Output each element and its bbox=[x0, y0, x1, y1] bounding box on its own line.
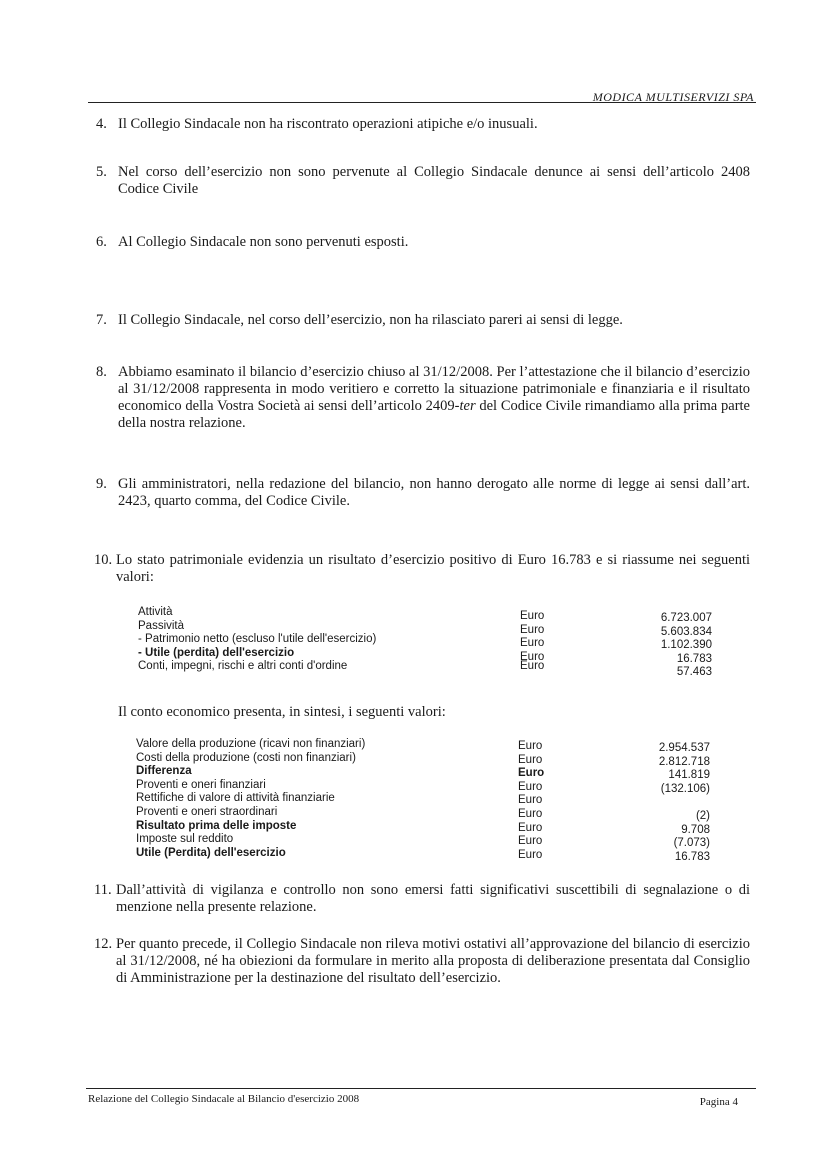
list-item-5 bbox=[96, 164, 750, 198]
table-row bbox=[136, 820, 710, 834]
item-number: 9. bbox=[96, 476, 107, 492]
row-value: 16.783 bbox=[676, 652, 712, 665]
row-value: 2.954.537 bbox=[658, 742, 710, 754]
row-currency: Euro bbox=[518, 753, 543, 766]
header-rule bbox=[88, 102, 756, 103]
row-label: Imposte sul reddito bbox=[136, 833, 234, 846]
row-currency: Euro bbox=[518, 767, 545, 780]
company-header: MODICA MULTISERVIZI SPA bbox=[592, 90, 754, 104]
footer-document-title: Relazione del Collegio Sindacale al Bilancio d'esercizio 2008 bbox=[88, 1093, 360, 1105]
table-row bbox=[136, 833, 710, 850]
row-value: 57.463 bbox=[676, 666, 712, 679]
balance-sheet-table bbox=[138, 606, 712, 679]
item-text bbox=[118, 364, 750, 432]
row-currency: Euro bbox=[520, 650, 545, 663]
item-number: 11. bbox=[94, 882, 112, 898]
item-text: Il Collegio Sindacale, nel corso dell’esercizio, non ha rilasciato pareri ai sensi di legge. bbox=[118, 312, 623, 328]
row-currency: Euro bbox=[518, 848, 543, 861]
list-item-10 bbox=[94, 552, 750, 586]
row-value: 2.812.718 bbox=[658, 755, 710, 768]
footer-rule bbox=[86, 1088, 756, 1089]
row-label: Attività bbox=[138, 606, 173, 618]
table-row bbox=[136, 779, 710, 793]
list-item-6 bbox=[96, 234, 750, 251]
row-label: Proventi e oneri finanziari bbox=[136, 778, 266, 791]
list-item-7 bbox=[96, 312, 750, 329]
page-number: Pagina 4 bbox=[699, 1096, 738, 1108]
row-label: Risultato prima delle imposte bbox=[136, 819, 297, 832]
list-item-9 bbox=[96, 476, 750, 510]
row-value: 5.603.834 bbox=[660, 625, 712, 638]
row-currency: Euro bbox=[518, 835, 543, 848]
item-text-part-b: del Codice Civile rimandiamo alla prima parte della nostra relazione. bbox=[118, 398, 750, 431]
item-number: 6. bbox=[96, 234, 107, 250]
table-row bbox=[138, 619, 712, 638]
row-currency: Euro bbox=[518, 821, 543, 834]
item-text: Lo stato patrimoniale evidenzia un risultato d’esercizio positivo di Euro 16.783 e si riassume nei seguenti valori: bbox=[116, 552, 750, 585]
row-value: 141.819 bbox=[668, 769, 710, 782]
row-value: (7.073) bbox=[673, 837, 710, 850]
row-label: Rettifiche di valore di attività finanziarie bbox=[136, 792, 335, 805]
table-row bbox=[138, 660, 712, 679]
row-label: Conti, impegni, rischi e altri conti d'ordine bbox=[138, 660, 348, 673]
item-text: Nel corso dell’esercizio non sono pervenute al Collegio Sindacale denunce ai sensi dell’articolo 2408 Codice Civile bbox=[118, 164, 750, 197]
row-label: - Patrimonio netto (escluso l'utile dell'esercizio) bbox=[138, 633, 377, 646]
table-row bbox=[136, 806, 710, 820]
row-label: Valore della produzione (ricavi non finanziari) bbox=[136, 738, 366, 750]
row-value: 1.102.390 bbox=[660, 639, 712, 652]
item-text: Gli amministratori, nella redazione del bilancio, non hanno derogato alle norme di legge ai sensi dall’art. 2423, quarto comma, del Codice Civile. bbox=[118, 476, 750, 509]
list-item-8 bbox=[96, 364, 750, 432]
row-value: (2) bbox=[695, 809, 710, 822]
income-statement-table bbox=[136, 738, 710, 863]
row-value: (132.106) bbox=[660, 782, 710, 795]
item-number: 4. bbox=[96, 116, 107, 132]
row-currency: Euro bbox=[518, 780, 543, 793]
row-currency: Euro bbox=[520, 637, 545, 650]
row-label: Proventi e oneri straordinari bbox=[136, 805, 278, 818]
item-number: 8. bbox=[96, 364, 107, 380]
row-currency: Euro bbox=[518, 807, 543, 820]
row-label: - Utile (perdita) dell'esercizio bbox=[138, 646, 295, 659]
table-row bbox=[136, 752, 710, 766]
item-text-part-a: Abbiamo esaminato il bilancio d’esercizio chiuso al 31/12/2008. Per l’attestazione che il bilancio d’esercizio al 31/12/2008 rappresenta in modo veritiero e corretto la situazione patrimoniale e finanziaria e il risultato economico della Vostra Società ai sensi dell’articolo 2409- bbox=[118, 364, 750, 414]
list-item-11 bbox=[94, 882, 750, 916]
item-number: 12. bbox=[94, 936, 113, 952]
row-currency: Euro bbox=[520, 610, 545, 622]
list-item-12 bbox=[94, 936, 750, 987]
table-row bbox=[136, 765, 710, 782]
row-value: 9.708 bbox=[681, 823, 710, 836]
row-value: 6.723.007 bbox=[660, 612, 712, 624]
item-text: Dall’attività di vigilanza e controllo non sono emersi fatti significativi suscettibili di segnalazione o di menzione nella presente relazione. bbox=[116, 882, 750, 915]
table-row bbox=[138, 633, 712, 652]
row-currency: Euro bbox=[518, 740, 543, 752]
row-currency: Euro bbox=[520, 660, 545, 673]
income-statement-intro: Il conto economico presenta, in sintesi, i seguenti valori: bbox=[118, 704, 446, 720]
item-number: 5. bbox=[96, 164, 107, 180]
row-label: Utile (Perdita) dell'esercizio bbox=[136, 846, 286, 859]
item-text-italic: ter bbox=[459, 398, 476, 414]
item-text: Il Collegio Sindacale non ha riscontrato operazioni atipiche e/o inusuali. bbox=[118, 116, 538, 132]
item-text: Al Collegio Sindacale non sono pervenuti esposti. bbox=[118, 234, 409, 250]
row-label: Passività bbox=[138, 619, 185, 632]
table-row bbox=[136, 847, 710, 861]
row-currency: Euro bbox=[520, 623, 545, 636]
item-number: 10. bbox=[94, 552, 113, 568]
table-row bbox=[136, 792, 710, 806]
table-row bbox=[136, 738, 710, 752]
table-row bbox=[138, 606, 712, 624]
item-number: 7. bbox=[96, 312, 107, 328]
list-item-4 bbox=[96, 116, 750, 133]
row-value: 16.783 bbox=[674, 850, 710, 863]
item-text: Per quanto precede, il Collegio Sindacale non rileva motivi ostativi all’approvazione del bilancio di esercizio al 31/12/2008, né ha obiezioni da formulare in merito alla proposta di deliberazione presentata dal Consiglio di Amministrazione per la destinazione del risultato dell’esercizio. bbox=[116, 936, 750, 986]
row-label: Differenza bbox=[136, 765, 192, 778]
row-label: Costi della produzione (costi non finanziari) bbox=[136, 751, 356, 764]
table-row bbox=[138, 646, 712, 665]
row-currency: Euro bbox=[518, 794, 543, 807]
